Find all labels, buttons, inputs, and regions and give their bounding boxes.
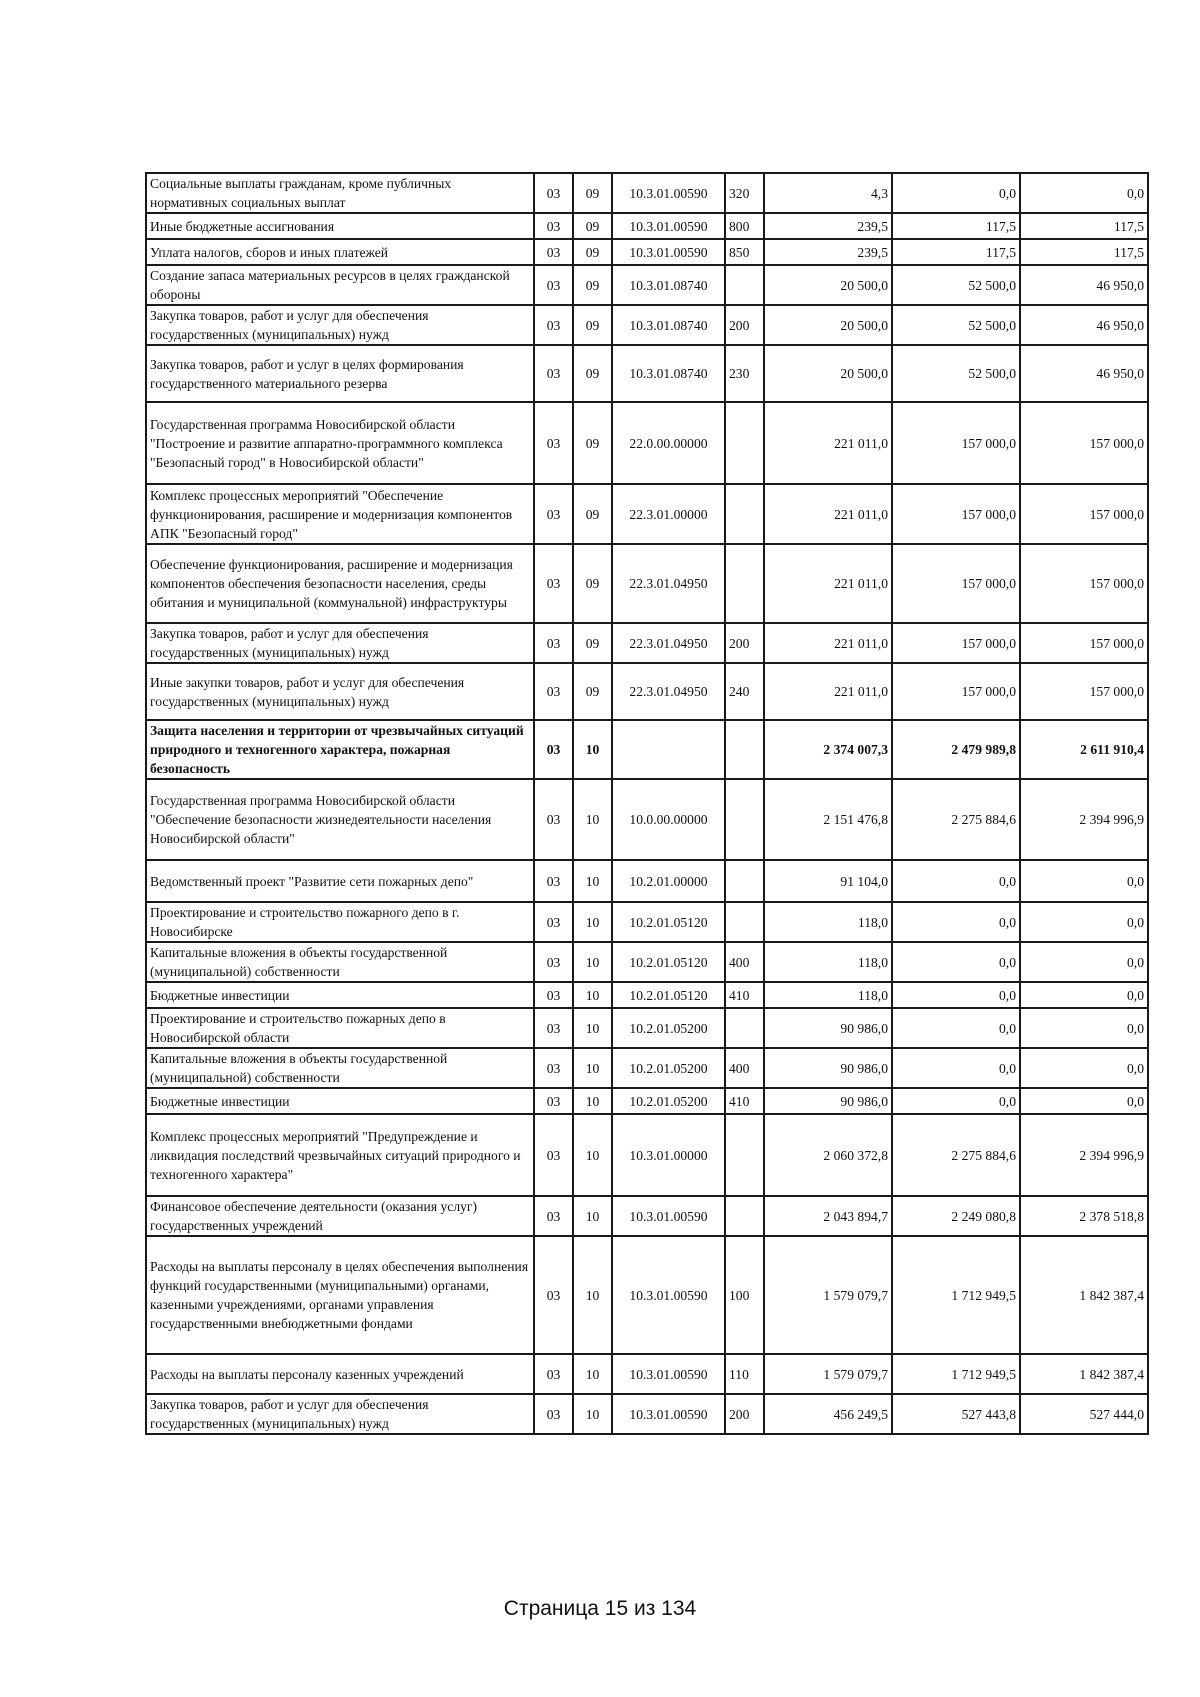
row-target-article-cell: 10.3.01.08740	[612, 345, 725, 402]
row-section-cell: 03	[534, 1394, 573, 1434]
row-section-cell: 03	[534, 779, 573, 860]
row-expense-type-cell	[725, 860, 764, 902]
row-section-cell: 03	[534, 1088, 573, 1114]
row-section-cell: 03	[534, 484, 573, 544]
row-amount-year1-cell: 20 500,0	[764, 345, 892, 402]
row-expense-type-cell	[725, 402, 764, 484]
row-expense-type-cell: 400	[725, 942, 764, 982]
row-section-cell: 03	[534, 265, 573, 305]
row-amount-year2-cell: 52 500,0	[892, 265, 1020, 305]
row-amount-year2-cell: 0,0	[892, 173, 1020, 213]
table-row	[146, 720, 1148, 779]
row-amount-year1-cell: 2 151 476,8	[764, 779, 892, 860]
row-amount-year1-cell: 2 374 007,3	[764, 720, 892, 779]
row-expense-type-cell	[725, 265, 764, 305]
row-amount-year2-cell: 0,0	[892, 942, 1020, 982]
row-name-cell: Проектирование и строительство пожарных депо в Новосибирской области	[146, 1008, 534, 1048]
row-amount-year2-cell: 2 479 989,8	[892, 720, 1020, 779]
row-section-cell: 03	[534, 345, 573, 402]
row-amount-year1-cell: 456 249,5	[764, 1394, 892, 1434]
table-row	[146, 860, 1148, 902]
row-amount-year3-cell: 157 000,0	[1020, 402, 1148, 484]
row-expense-type-cell	[725, 902, 764, 942]
row-amount-year1-cell: 90 986,0	[764, 1008, 892, 1048]
table-row	[146, 345, 1148, 402]
row-expense-type-cell	[725, 1196, 764, 1236]
row-subsection-cell: 10	[573, 779, 612, 860]
row-section-cell: 03	[534, 213, 573, 239]
row-amount-year1-cell: 20 500,0	[764, 265, 892, 305]
row-section-cell: 03	[534, 1114, 573, 1196]
row-amount-year3-cell: 117,5	[1020, 239, 1148, 265]
row-subsection-cell: 09	[573, 663, 612, 720]
row-amount-year1-cell: 118,0	[764, 942, 892, 982]
row-name-cell: Социальные выплаты гражданам, кроме публичных нормативных социальных выплат	[146, 173, 534, 213]
table-row	[146, 173, 1148, 213]
table-row	[146, 1394, 1148, 1434]
row-section-cell: 03	[534, 902, 573, 942]
row-target-article-cell: 22.3.01.04950	[612, 544, 725, 623]
row-name-cell: Государственная программа Новосибирской области "Обеспечение безопасности жизнедеятельности населения Новосибирской области"	[146, 779, 534, 860]
row-amount-year2-cell: 1 712 949,5	[892, 1354, 1020, 1394]
table-row	[146, 1114, 1148, 1196]
row-section-cell: 03	[534, 942, 573, 982]
row-target-article-cell: 10.3.01.00590	[612, 213, 725, 239]
row-name-cell: Закупка товаров, работ и услуг для обеспечения государственных (муниципальных) нужд	[146, 305, 534, 345]
row-subsection-cell: 09	[573, 544, 612, 623]
row-expense-type-cell	[725, 779, 764, 860]
row-expense-type-cell: 850	[725, 239, 764, 265]
table-row	[146, 239, 1148, 265]
table-row	[146, 1088, 1148, 1114]
table-row	[146, 484, 1148, 544]
row-amount-year1-cell: 221 011,0	[764, 623, 892, 663]
row-expense-type-cell: 410	[725, 1088, 764, 1114]
row-amount-year1-cell: 1 579 079,7	[764, 1236, 892, 1354]
row-subsection-cell: 09	[573, 213, 612, 239]
row-section-cell: 03	[534, 1196, 573, 1236]
table-row	[146, 1048, 1148, 1088]
table-row	[146, 663, 1148, 720]
row-name-cell: Закупка товаров, работ и услуг в целях формирования государственного материального резерва	[146, 345, 534, 402]
budget-table-body	[146, 173, 1148, 1434]
row-subsection-cell: 10	[573, 1048, 612, 1088]
row-target-article-cell: 10.3.01.08740	[612, 305, 725, 345]
table-row	[146, 902, 1148, 942]
row-amount-year1-cell: 221 011,0	[764, 402, 892, 484]
row-amount-year2-cell: 157 000,0	[892, 484, 1020, 544]
row-expense-type-cell	[725, 1008, 764, 1048]
row-amount-year1-cell: 221 011,0	[764, 544, 892, 623]
row-amount-year2-cell: 2 275 884,6	[892, 779, 1020, 860]
row-expense-type-cell	[725, 484, 764, 544]
table-row	[146, 779, 1148, 860]
row-amount-year3-cell: 0,0	[1020, 982, 1148, 1008]
row-amount-year1-cell: 4,3	[764, 173, 892, 213]
row-target-article-cell: 22.3.01.00000	[612, 484, 725, 544]
row-amount-year3-cell: 0,0	[1020, 1008, 1148, 1048]
row-section-cell: 03	[534, 982, 573, 1008]
row-amount-year3-cell: 0,0	[1020, 1048, 1148, 1088]
row-expense-type-cell: 200	[725, 305, 764, 345]
row-amount-year2-cell: 52 500,0	[892, 345, 1020, 402]
row-subsection-cell: 10	[573, 902, 612, 942]
row-subsection-cell: 10	[573, 1236, 612, 1354]
row-target-article-cell: 10.3.01.00590	[612, 173, 725, 213]
row-amount-year3-cell: 0,0	[1020, 942, 1148, 982]
row-expense-type-cell: 410	[725, 982, 764, 1008]
row-target-article-cell: 10.2.01.05120	[612, 982, 725, 1008]
row-target-article-cell: 10.0.00.00000	[612, 779, 725, 860]
row-amount-year3-cell: 2 611 910,4	[1020, 720, 1148, 779]
row-name-cell: Бюджетные инвестиции	[146, 1088, 534, 1114]
row-amount-year3-cell: 46 950,0	[1020, 305, 1148, 345]
row-section-cell: 03	[534, 663, 573, 720]
row-amount-year3-cell: 0,0	[1020, 173, 1148, 213]
row-target-article-cell: 10.2.01.05120	[612, 902, 725, 942]
row-amount-year2-cell: 157 000,0	[892, 402, 1020, 484]
row-section-cell: 03	[534, 623, 573, 663]
table-row	[146, 942, 1148, 982]
row-section-cell: 03	[534, 402, 573, 484]
row-name-cell: Закупка товаров, работ и услуг для обеспечения государственных (муниципальных) нужд	[146, 1394, 534, 1434]
row-section-cell: 03	[534, 305, 573, 345]
row-amount-year2-cell: 0,0	[892, 1008, 1020, 1048]
row-target-article-cell: 10.3.01.00590	[612, 239, 725, 265]
row-subsection-cell: 09	[573, 484, 612, 544]
table-row	[146, 1196, 1148, 1236]
row-name-cell: Иные закупки товаров, работ и услуг для обеспечения государственных (муниципальных) нужд	[146, 663, 534, 720]
row-amount-year2-cell: 0,0	[892, 1088, 1020, 1114]
row-target-article-cell: 10.3.01.00590	[612, 1236, 725, 1354]
row-subsection-cell: 09	[573, 402, 612, 484]
row-name-cell: Проектирование и строительство пожарного депо в г. Новосибирске	[146, 902, 534, 942]
row-amount-year2-cell: 0,0	[892, 902, 1020, 942]
row-amount-year3-cell: 0,0	[1020, 860, 1148, 902]
row-subsection-cell: 09	[573, 239, 612, 265]
row-target-article-cell: 10.3.01.00590	[612, 1394, 725, 1434]
row-section-cell: 03	[534, 1008, 573, 1048]
row-subsection-cell: 10	[573, 720, 612, 779]
row-target-article-cell: 10.2.01.05200	[612, 1048, 725, 1088]
row-name-cell: Иные бюджетные ассигнования	[146, 213, 534, 239]
row-name-cell: Бюджетные инвестиции	[146, 982, 534, 1008]
row-name-cell: Расходы на выплаты персоналу казенных учреждений	[146, 1354, 534, 1394]
row-amount-year3-cell: 46 950,0	[1020, 345, 1148, 402]
table-row	[146, 1008, 1148, 1048]
row-expense-type-cell: 320	[725, 173, 764, 213]
row-subsection-cell: 09	[573, 345, 612, 402]
table-row	[146, 982, 1148, 1008]
row-target-article-cell: 22.3.01.04950	[612, 623, 725, 663]
table-row	[146, 402, 1148, 484]
row-amount-year2-cell: 157 000,0	[892, 544, 1020, 623]
row-subsection-cell: 10	[573, 1354, 612, 1394]
row-amount-year2-cell: 52 500,0	[892, 305, 1020, 345]
table-row	[146, 1354, 1148, 1394]
row-amount-year2-cell: 0,0	[892, 860, 1020, 902]
row-section-cell: 03	[534, 173, 573, 213]
row-amount-year2-cell: 1 712 949,5	[892, 1236, 1020, 1354]
table-row	[146, 1236, 1148, 1354]
row-section-cell: 03	[534, 239, 573, 265]
row-amount-year1-cell: 2 043 894,7	[764, 1196, 892, 1236]
row-target-article-cell: 10.2.01.05120	[612, 942, 725, 982]
row-name-cell: Комплекс процессных мероприятий "Обеспечение функционирования, расширение и модернизация компонентов АПК "Безопасный город"	[146, 484, 534, 544]
row-expense-type-cell	[725, 544, 764, 623]
table-row	[146, 265, 1148, 305]
row-amount-year2-cell: 527 443,8	[892, 1394, 1020, 1434]
row-subsection-cell: 09	[573, 305, 612, 345]
row-amount-year1-cell: 20 500,0	[764, 305, 892, 345]
row-target-article-cell: 10.3.01.00000	[612, 1114, 725, 1196]
row-target-article-cell: 10.3.01.00590	[612, 1354, 725, 1394]
row-section-cell: 03	[534, 860, 573, 902]
row-subsection-cell: 10	[573, 942, 612, 982]
row-amount-year2-cell: 117,5	[892, 239, 1020, 265]
row-amount-year3-cell: 1 842 387,4	[1020, 1236, 1148, 1354]
row-subsection-cell: 10	[573, 1008, 612, 1048]
table-row	[146, 623, 1148, 663]
row-amount-year1-cell: 1 579 079,7	[764, 1354, 892, 1394]
row-amount-year2-cell: 2 249 080,8	[892, 1196, 1020, 1236]
row-name-cell: Расходы на выплаты персоналу в целях обеспечения выполнения функций государственными (муниципальными) органами, казенными учреждениями, органами управления государственными внебюджетными фондами	[146, 1236, 534, 1354]
page-number: Страница 15 из 134	[503, 1597, 697, 1620]
row-amount-year3-cell: 117,5	[1020, 213, 1148, 239]
row-amount-year2-cell: 0,0	[892, 1048, 1020, 1088]
row-target-article-cell: 10.3.01.08740	[612, 265, 725, 305]
row-section-cell: 03	[534, 720, 573, 779]
row-amount-year3-cell: 0,0	[1020, 902, 1148, 942]
row-amount-year1-cell: 239,5	[764, 213, 892, 239]
row-target-article-cell: 22.3.01.04950	[612, 663, 725, 720]
row-subsection-cell: 10	[573, 1088, 612, 1114]
row-section-cell: 03	[534, 1048, 573, 1088]
row-expense-type-cell: 400	[725, 1048, 764, 1088]
table-row	[146, 544, 1148, 623]
row-subsection-cell: 10	[573, 1196, 612, 1236]
row-amount-year3-cell: 1 842 387,4	[1020, 1354, 1148, 1394]
row-target-article-cell: 10.3.01.00590	[612, 1196, 725, 1236]
row-amount-year1-cell: 90 986,0	[764, 1048, 892, 1088]
row-expense-type-cell	[725, 720, 764, 779]
row-amount-year1-cell: 239,5	[764, 239, 892, 265]
row-amount-year2-cell: 2 275 884,6	[892, 1114, 1020, 1196]
row-section-cell: 03	[534, 544, 573, 623]
row-section-cell: 03	[534, 1354, 573, 1394]
row-target-article-cell	[612, 720, 725, 779]
row-expense-type-cell: 200	[725, 1394, 764, 1434]
row-subsection-cell: 09	[573, 265, 612, 305]
row-amount-year3-cell: 2 394 996,9	[1020, 779, 1148, 860]
row-amount-year1-cell: 90 986,0	[764, 1088, 892, 1114]
row-expense-type-cell: 110	[725, 1354, 764, 1394]
row-amount-year2-cell: 0,0	[892, 982, 1020, 1008]
row-name-cell: Капитальные вложения в объекты государственной (муниципальной) собственности	[146, 942, 534, 982]
row-subsection-cell: 10	[573, 860, 612, 902]
row-amount-year3-cell: 46 950,0	[1020, 265, 1148, 305]
row-name-cell: Уплата налогов, сборов и иных платежей	[146, 239, 534, 265]
row-subsection-cell: 10	[573, 1394, 612, 1434]
row-amount-year2-cell: 157 000,0	[892, 663, 1020, 720]
row-amount-year2-cell: 157 000,0	[892, 623, 1020, 663]
row-name-cell: Финансовое обеспечение деятельности (оказания услуг) государственных учреждений	[146, 1196, 534, 1236]
row-subsection-cell: 09	[573, 173, 612, 213]
row-name-cell: Капитальные вложения в объекты государственной (муниципальной) собственности	[146, 1048, 534, 1088]
row-amount-year2-cell: 117,5	[892, 213, 1020, 239]
row-name-cell: Государственная программа Новосибирской области "Построение и развитие аппаратно-программного комплекса "Безопасный город" в Новосибирской области"	[146, 402, 534, 484]
row-target-article-cell: 10.2.01.00000	[612, 860, 725, 902]
row-amount-year3-cell: 2 378 518,8	[1020, 1196, 1148, 1236]
row-name-cell: Обеспечение функционирования, расширение и модернизация компонентов обеспечения безопасности населения, среды обитания и муниципальной (коммунальной) инфраструктуры	[146, 544, 534, 623]
row-amount-year1-cell: 2 060 372,8	[764, 1114, 892, 1196]
row-subsection-cell: 09	[573, 623, 612, 663]
row-name-cell: Закупка товаров, работ и услуг для обеспечения государственных (муниципальных) нужд	[146, 623, 534, 663]
row-target-article-cell: 10.2.01.05200	[612, 1008, 725, 1048]
row-subsection-cell: 10	[573, 982, 612, 1008]
row-amount-year3-cell: 157 000,0	[1020, 484, 1148, 544]
row-amount-year1-cell: 118,0	[764, 902, 892, 942]
row-amount-year3-cell: 157 000,0	[1020, 623, 1148, 663]
row-name-cell: Ведомственный проект "Развитие сети пожарных депо"	[146, 860, 534, 902]
row-amount-year3-cell: 0,0	[1020, 1088, 1148, 1114]
row-amount-year3-cell: 527 444,0	[1020, 1394, 1148, 1434]
row-target-article-cell: 22.0.00.00000	[612, 402, 725, 484]
row-amount-year1-cell: 118,0	[764, 982, 892, 1008]
table-row	[146, 213, 1148, 239]
row-amount-year3-cell: 157 000,0	[1020, 544, 1148, 623]
row-amount-year3-cell: 157 000,0	[1020, 663, 1148, 720]
row-amount-year1-cell: 221 011,0	[764, 484, 892, 544]
row-amount-year3-cell: 2 394 996,9	[1020, 1114, 1148, 1196]
row-expense-type-cell: 240	[725, 663, 764, 720]
row-expense-type-cell: 200	[725, 623, 764, 663]
row-amount-year1-cell: 91 104,0	[764, 860, 892, 902]
row-name-cell: Защита населения и территории от чрезвычайных ситуаций природного и техногенного характера, пожарная безопасность	[146, 720, 534, 779]
row-name-cell: Комплекс процессных мероприятий "Предупреждение и ликвидация последствий чрезвычайных ситуаций природного и техногенного характера"	[146, 1114, 534, 1196]
row-expense-type-cell: 800	[725, 213, 764, 239]
row-target-article-cell: 10.2.01.05200	[612, 1088, 725, 1114]
row-section-cell: 03	[534, 1236, 573, 1354]
budget-table	[145, 172, 1149, 1435]
row-name-cell: Создание запаса материальных ресурсов в целях гражданской обороны	[146, 265, 534, 305]
table-row	[146, 305, 1148, 345]
row-expense-type-cell	[725, 1114, 764, 1196]
row-subsection-cell: 10	[573, 1114, 612, 1196]
row-expense-type-cell: 230	[725, 345, 764, 402]
row-amount-year1-cell: 221 011,0	[764, 663, 892, 720]
row-expense-type-cell: 100	[725, 1236, 764, 1354]
